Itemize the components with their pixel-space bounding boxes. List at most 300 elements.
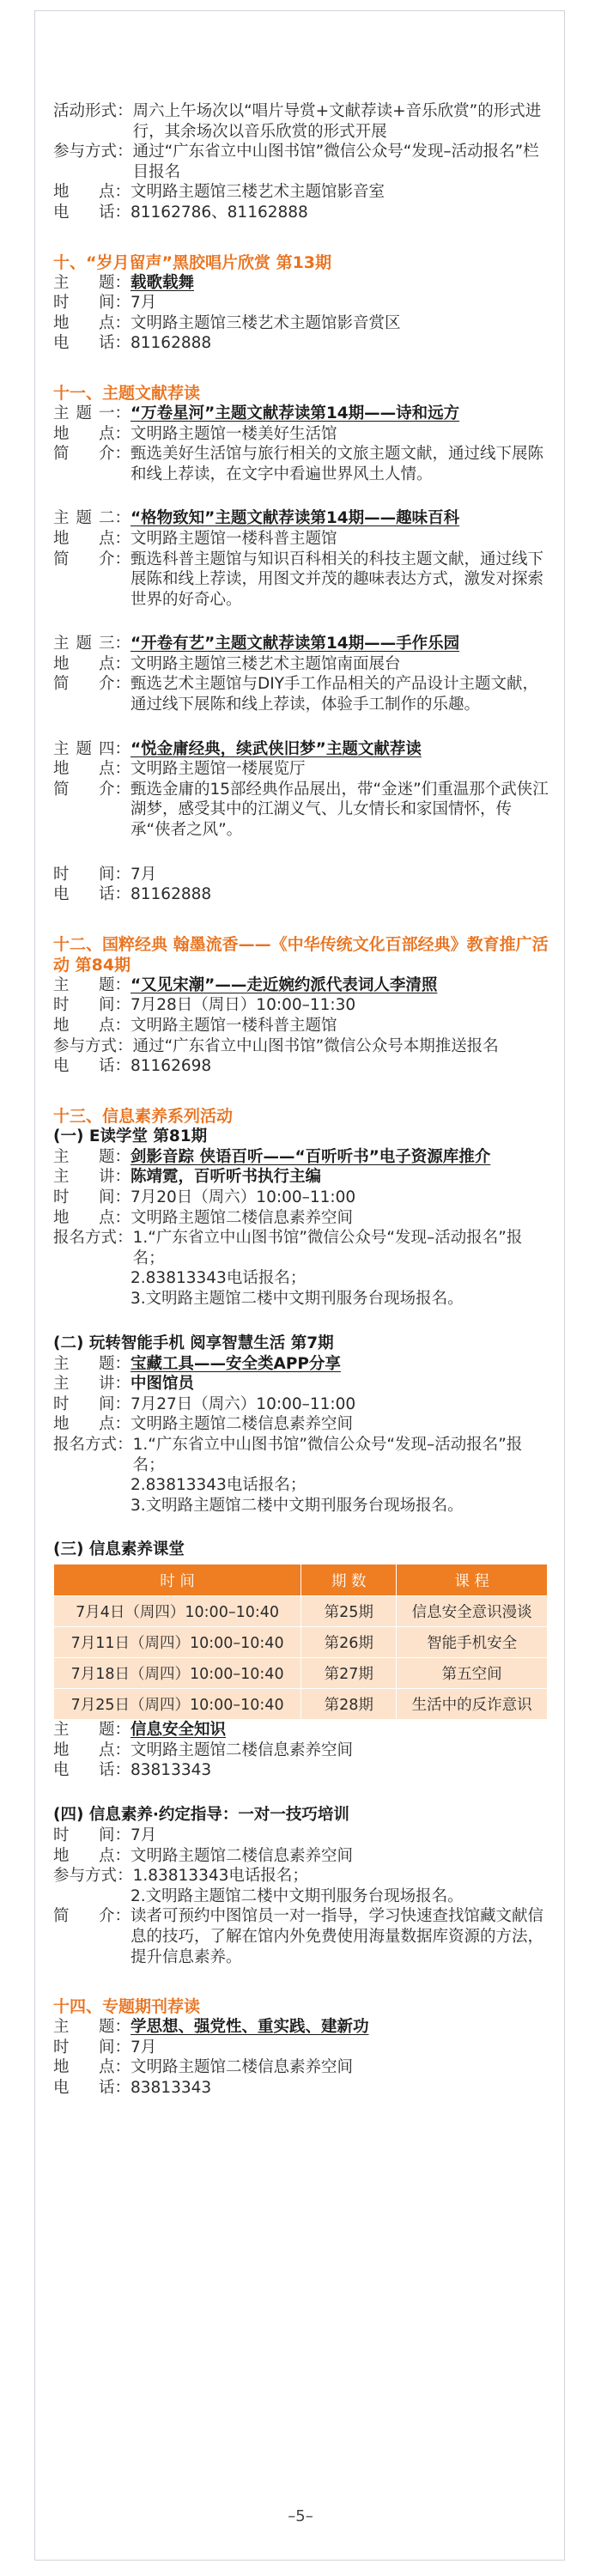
label-char: 点 [98, 1741, 115, 1759]
field-label [53, 1414, 131, 1435]
field-label [53, 1228, 133, 1268]
label-char: 地 [53, 1415, 70, 1434]
field-label-colon: ： [114, 2018, 131, 2037]
field-label-blank [53, 1496, 131, 1516]
field-label [53, 634, 131, 654]
section-title-13: 十三、信息素养系列活动 [53, 1106, 234, 1126]
field-label [53, 1720, 131, 1741]
label-char: 点 [98, 1846, 115, 1865]
field-label-text [53, 142, 117, 182]
table-cell: 第25期 [301, 1596, 397, 1627]
field-row [53, 1167, 549, 1188]
field-value: 7月27日（周六）10:00–11:00 [131, 1394, 356, 1413]
label-char: 地 [53, 2058, 70, 2077]
label-char: 主 [53, 739, 70, 758]
field-label [53, 739, 131, 760]
field-row [53, 739, 549, 760]
label-char: 点 [98, 313, 115, 332]
field-label-colon: ： [114, 2038, 131, 2057]
label-char: 简 [53, 675, 70, 694]
field-label-colon: ： [114, 635, 131, 653]
label-char: 主 [53, 1354, 70, 1373]
field-label [53, 1826, 131, 1846]
label-char: 主 [53, 1721, 70, 1740]
section-title-12: 十二、国粹经典 翰墨流香——《中华传统文化百部经典》教育推广活动 第84期 [53, 934, 549, 975]
field-label [53, 1147, 131, 1168]
field-value: 7月 [131, 1826, 157, 1845]
field-value: “又见宋潮”——走近婉约派代表词人李清照 [131, 975, 438, 994]
spacer [53, 1781, 549, 1805]
field-label-text [53, 1760, 114, 1781]
field-label-colon: ： [114, 313, 131, 332]
field-value: 甄选艺术主题馆与DIY手工作品相关的产品设计主题文献，通过线下展陈和线上荐读，体验手工制作的乐趣。 [131, 675, 539, 714]
label-char: 四 [98, 739, 115, 758]
field-label-text [53, 634, 114, 654]
field-value: 文明路主题馆二楼信息素养空间 [131, 2058, 354, 2077]
label-char: 话 [98, 885, 115, 904]
label-char: 电 [53, 1057, 70, 1076]
label-char: 与 [69, 1867, 86, 1886]
label-char: 参 [53, 1867, 70, 1886]
field-label-text [53, 1056, 114, 1077]
field-value: 7月 [131, 2038, 157, 2057]
label-char: 话 [98, 334, 115, 353]
table-header-cell: 时 间 [54, 1564, 301, 1596]
field-row [53, 203, 549, 223]
label-char: 题 [98, 975, 115, 994]
label-char: 话 [98, 1761, 115, 1780]
field-row [53, 1475, 549, 1496]
field-label-text [53, 1228, 117, 1268]
label-char: 题 [98, 1147, 115, 1166]
label-char: 动 [69, 102, 86, 120]
label-char: 间 [98, 2038, 115, 2057]
field-row [53, 424, 549, 445]
label-char: 式 [100, 1867, 118, 1886]
label-char: 介 [98, 675, 115, 694]
label-char: 主 [53, 509, 70, 528]
field-label [53, 1846, 131, 1867]
field-label [53, 293, 131, 313]
label-char: 介 [98, 445, 115, 464]
table-cell: 7月11日（周四）10:00–10:40 [54, 1627, 301, 1658]
field-label-text [53, 884, 114, 905]
field-label-colon: ： [117, 1229, 133, 1248]
field-label-text [53, 313, 114, 334]
field-label-text [53, 2057, 114, 2078]
field-label-colon: ： [114, 975, 131, 994]
field-label-colon: ： [114, 1375, 131, 1394]
field-label [53, 1167, 131, 1188]
field-row [53, 1268, 549, 1289]
field-label-colon: ： [114, 334, 131, 353]
field-value: 文明路主题馆一楼美好生活馆 [131, 424, 337, 443]
field-label-colon: ： [117, 143, 133, 161]
label-char: 方 [85, 143, 101, 161]
spacer [53, 1516, 549, 1540]
field-value: 读者可预约中图馆员一对一指导，学习快速查找馆藏文献信息的技巧，了解在馆内外免费使用海量数据库资源的方法，提升信息素养。 [131, 1907, 544, 1966]
label-char: 点 [98, 529, 115, 548]
subsection-title-one-to-one: (四) 信息素养·约定指导：一对一技巧培训 [53, 1806, 349, 1825]
label-char: 时 [53, 1188, 70, 1206]
field-value: 文明路主题馆二楼信息素养空间 [131, 1741, 354, 1759]
field-label [53, 865, 131, 885]
label-char: 主 [53, 635, 70, 653]
field-label [53, 142, 133, 182]
label-char: 方 [85, 1229, 101, 1248]
field-label-colon: ： [114, 203, 131, 222]
label-char: 与 [69, 143, 86, 161]
label-char: 地 [53, 1017, 70, 1035]
label-char: 介 [98, 550, 115, 568]
field-value: 甄选科普主题馆与知识百科相关的科技主题文献，通过线下展陈和线上荐读，用图文并茂的趣味表达方式，激发对探索世界的好奇心。 [131, 550, 544, 609]
table-cell: 第26期 [301, 1627, 397, 1658]
field-row [53, 2078, 549, 2099]
field-value: 81162786、81162888 [131, 203, 308, 222]
field-row [53, 1414, 549, 1435]
label-char: 点 [98, 654, 115, 673]
label-char: 点 [98, 1415, 115, 1434]
field-label-colon: ： [114, 2058, 131, 2077]
label-char: 式 [100, 1229, 118, 1248]
field-value: 81162698 [131, 1057, 212, 1076]
label-char: 简 [53, 550, 70, 568]
label-char: 主 [53, 1375, 70, 1394]
field-value: 文明路主题馆三楼艺术主题馆南面展台 [131, 654, 401, 673]
label-char: 间 [98, 996, 115, 1015]
field-value: 2.83813343电话报名； [131, 1476, 307, 1495]
field-label-text [53, 101, 117, 142]
field-label-colon: ： [114, 1147, 131, 1166]
field-value: 1.“广东省立中山图书馆”微信公众号“发现–活动报名”报名； [132, 1435, 523, 1474]
label-char: 间 [98, 1188, 115, 1206]
field-label-text [53, 529, 114, 550]
field-row [53, 1886, 549, 1907]
label-char: 电 [53, 203, 70, 222]
field-row [53, 182, 549, 203]
field-row [53, 1374, 549, 1394]
label-char: 主 [53, 273, 70, 292]
page-content [53, 101, 549, 2099]
field-row [53, 1056, 549, 1077]
field-label-colon: ： [114, 996, 131, 1015]
field-value: 通过“广东省立中山图书馆”微信公众号本期推送报名 [132, 1036, 499, 1055]
field-label-colon: ： [114, 2079, 131, 2097]
field-label [53, 1374, 131, 1394]
field-row [53, 995, 549, 1016]
field-label-colon: ： [114, 1168, 131, 1187]
field-row [53, 2057, 549, 2078]
label-char: 电 [53, 885, 70, 904]
field-label-blank [53, 1475, 131, 1496]
field-label-colon: ： [114, 1057, 131, 1076]
field-row [53, 759, 549, 780]
field-label [53, 1741, 131, 1761]
field-label [53, 1435, 133, 1475]
spacer [53, 354, 549, 383]
label-char: 式 [100, 1036, 118, 1055]
label-char: 地 [53, 760, 70, 779]
table-cell: 智能手机安全 [397, 1627, 548, 1658]
field-label-text [53, 424, 114, 445]
label-char: 地 [53, 1846, 70, 1865]
label-char: 题 [76, 509, 92, 528]
field-row [53, 529, 549, 550]
field-label-text [53, 1188, 114, 1208]
spacer [53, 715, 549, 739]
field-label [53, 2038, 131, 2058]
label-char: 式 [100, 1435, 118, 1454]
label-char: 式 [100, 102, 118, 120]
field-row [53, 1188, 549, 1208]
spacer [53, 610, 549, 634]
field-label [53, 674, 131, 714]
field-row [53, 884, 549, 905]
field-label-colon: ： [114, 183, 131, 202]
field-label [53, 1760, 131, 1781]
table-cell: 7月25日（周四）10:00–10:40 [54, 1689, 301, 1720]
field-label-colon: ： [114, 675, 131, 694]
field-label [53, 1394, 131, 1415]
field-label-text [53, 550, 114, 611]
field-row [53, 1906, 549, 1967]
subsection-title-smartphone: (二) 玩转智能手机 阅享智慧生活 第7期 [53, 1334, 334, 1352]
field-value: 通过“广东省立中山图书馆”微信公众号“发现–活动报名”栏目报名 [132, 143, 539, 181]
field-label-colon: ： [114, 739, 131, 758]
field-label-colon: ： [114, 273, 131, 292]
field-row [53, 1289, 549, 1309]
field-label-text [53, 1866, 117, 1886]
field-value: 81162888 [131, 885, 212, 904]
label-char: 题 [98, 1354, 115, 1373]
field-label-colon: ： [114, 1208, 131, 1227]
page-number: –5– [288, 2507, 313, 2525]
label-char: 时 [53, 865, 70, 884]
field-label-text [53, 1036, 117, 1057]
field-value: 7月28日（周日）10:00–11:30 [131, 996, 356, 1015]
field-label [53, 1906, 131, 1967]
field-row [53, 674, 549, 714]
table-row [54, 1658, 548, 1689]
field-row [53, 444, 549, 484]
label-char: 时 [53, 294, 70, 313]
section-title-10: 十、“岁月留声”黑胶唱片欣赏 第13期 [53, 252, 332, 272]
field-label-blank [53, 1289, 131, 1309]
spacer [53, 223, 549, 252]
field-label-text [53, 2017, 114, 2038]
label-char: 电 [53, 1761, 70, 1780]
field-value: 3.文明路主题馆二楼中文期刊服务台现场报名。 [131, 1496, 464, 1515]
field-label-colon: ： [114, 445, 131, 464]
field-label-colon: ： [114, 509, 131, 528]
field-label [53, 182, 131, 203]
label-char: 方 [85, 1867, 101, 1886]
field-label [53, 2017, 131, 2038]
field-label-text [53, 674, 114, 714]
field-row [53, 780, 549, 841]
field-row [53, 1741, 549, 1761]
field-label-text [53, 1826, 114, 1846]
field-label-colon: ： [114, 1017, 131, 1035]
label-char: 点 [98, 424, 115, 443]
label-char: 间 [98, 1826, 115, 1845]
label-char: 参 [53, 143, 70, 161]
field-label [53, 780, 131, 841]
field-label [53, 550, 131, 611]
field-row [53, 634, 549, 654]
field-label-colon: ： [114, 1826, 131, 1845]
field-label-colon: ： [114, 1741, 131, 1759]
field-label [53, 1866, 133, 1886]
field-row [53, 1394, 549, 1415]
subsection-title-classroom: (三) 信息素养课堂 [53, 1540, 185, 1559]
field-value: 7月 [131, 294, 157, 313]
label-char: 电 [53, 2079, 70, 2097]
field-label-colon: ： [117, 1036, 133, 1055]
label-char: 介 [98, 780, 115, 799]
field-label-colon: ： [114, 1394, 131, 1413]
field-row [53, 1016, 549, 1036]
table-cell: 第五空间 [397, 1658, 548, 1689]
label-char: 间 [98, 1394, 115, 1413]
field-label [53, 1188, 131, 1208]
field-row [53, 1760, 549, 1781]
field-label-text [53, 203, 114, 223]
field-row [53, 313, 549, 334]
label-char: 地 [53, 1208, 70, 1227]
label-char: 点 [98, 183, 115, 202]
label-char: 简 [53, 780, 70, 799]
field-value: 文明路主题馆三楼艺术主题馆影音赏区 [131, 313, 401, 332]
field-value: 载歌载舞 [131, 273, 195, 292]
field-value: “万卷星河”主题文献荐读第14期——诗和远方 [131, 404, 460, 422]
label-char: 主 [53, 2018, 70, 2037]
field-value: 宝藏工具——安全类APP分享 [131, 1354, 341, 1373]
field-row [53, 508, 549, 529]
field-label-text [53, 404, 114, 424]
label-char: 题 [76, 739, 92, 758]
label-char: 报 [53, 1435, 70, 1454]
field-label-text [53, 1846, 114, 1867]
spacer [53, 1967, 549, 1996]
field-label [53, 975, 131, 996]
table-cell: 生活中的反诈意识 [397, 1689, 548, 1720]
field-row [53, 2038, 549, 2058]
label-char: 讲 [98, 1168, 115, 1187]
field-value: 81162888 [131, 334, 212, 353]
label-char: 参 [53, 1036, 70, 1055]
field-value: 文明路主题馆一楼展览厅 [131, 760, 306, 779]
field-value: 剑影音踪 侠语百听——“百听听书”电子资源库推介 [131, 1147, 491, 1166]
label-char: 时 [53, 1394, 70, 1413]
spacer [53, 905, 549, 934]
field-value: 信息安全知识 [131, 1721, 227, 1740]
field-label-text [53, 1906, 114, 1967]
field-value: “开卷有艺”主题文献荐读第14期——手作乐园 [131, 635, 460, 653]
label-char: 题 [98, 2018, 115, 2037]
label-char: 点 [98, 760, 115, 779]
label-char: 方 [85, 1036, 101, 1055]
field-row [53, 1826, 549, 1846]
label-char: 报 [53, 1229, 70, 1248]
field-row [53, 865, 549, 885]
table-cell: 7月18日（周四）10:00–10:40 [54, 1658, 301, 1689]
field-label-colon: ： [114, 1907, 131, 1926]
field-row [53, 1036, 549, 1057]
subsection-title-e-learning: (一) E读学堂 第81期 [53, 1127, 208, 1145]
table-row [54, 1689, 548, 1720]
field-row [53, 1435, 549, 1475]
spacer [53, 841, 549, 865]
label-char: 讲 [98, 1375, 115, 1394]
spacer [53, 1309, 549, 1334]
field-value: 文明路主题馆二楼信息素养空间 [131, 1415, 354, 1434]
field-label-colon: ： [117, 1867, 133, 1886]
table-cell: 第27期 [301, 1658, 397, 1689]
label-char: 时 [53, 996, 70, 1015]
label-char: 主 [53, 1168, 70, 1187]
field-value: 文明路主题馆二楼信息素养空间 [131, 1846, 354, 1865]
field-label-text [53, 1374, 114, 1394]
field-label [53, 884, 131, 905]
label-char: 主 [53, 975, 70, 994]
field-row [53, 1147, 549, 1168]
field-row [53, 1354, 549, 1375]
label-char: 间 [98, 294, 115, 313]
label-char: 题 [98, 273, 115, 292]
label-char: 三 [98, 635, 115, 653]
field-label-colon: ： [114, 529, 131, 548]
field-label-text [53, 508, 114, 529]
schedule-table [53, 1564, 548, 1720]
field-label-text [53, 1016, 114, 1036]
field-value: “悦金庸经典，续武侠旧梦”主题文献荐读 [131, 739, 422, 758]
label-char: 题 [98, 1721, 115, 1740]
field-label-colon: ： [114, 1354, 131, 1373]
field-value: 文明路主题馆一楼科普主题馆 [131, 1017, 337, 1035]
field-label [53, 203, 131, 223]
field-label-text [53, 654, 114, 675]
field-label-blank [53, 1268, 131, 1289]
field-value: 中图馆员 [131, 1375, 195, 1394]
label-char: 主 [53, 1147, 70, 1166]
field-value: 甄选金庸的15部经典作品展出，带“金迷”们重温那个武侠江湖梦，感受其中的江湖义气、儿女情长和家国情怀，传承“侠者之风”。 [131, 780, 549, 840]
field-label-text [53, 1354, 114, 1375]
field-label [53, 404, 131, 424]
label-char: 地 [53, 529, 70, 548]
field-label-colon: ： [114, 550, 131, 568]
label-char: 地 [53, 1741, 70, 1759]
field-label-text [53, 1167, 114, 1188]
label-char: 地 [53, 654, 70, 673]
field-label [53, 101, 133, 142]
field-row [53, 101, 549, 142]
field-label-text [53, 1414, 114, 1435]
field-label-text [53, 2038, 114, 2058]
field-label-colon: ： [114, 424, 131, 443]
field-label-blank [53, 1886, 131, 1907]
section-title-14: 十四、专题期刊荐读 [53, 1997, 201, 2017]
label-char: 主 [53, 404, 70, 422]
label-char: 名 [69, 1435, 86, 1454]
field-row [53, 404, 549, 424]
field-value: 文明路主题馆二楼信息素养空间 [131, 1208, 354, 1227]
field-label-text [53, 293, 114, 313]
field-row [53, 1496, 549, 1516]
field-value: 文明路主题馆一楼科普主题馆 [131, 529, 337, 548]
field-label [53, 424, 131, 445]
table-row [54, 1596, 548, 1627]
